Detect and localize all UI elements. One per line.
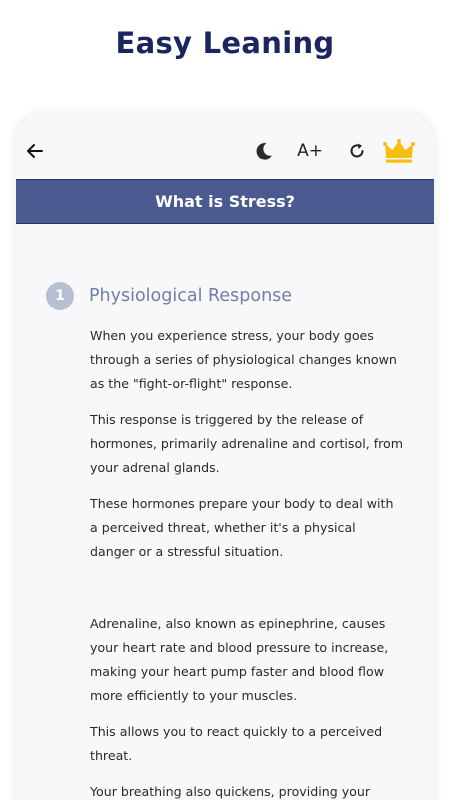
dark-mode-button[interactable]	[250, 135, 278, 167]
paragraph: This response is triggered by the release of hormones, primarily adrenaline and cortisol, from your adrenal glands.	[90, 412, 404, 475]
premium-button[interactable]	[382, 135, 416, 167]
back-button[interactable]	[20, 135, 50, 167]
article-title-bar	[16, 179, 434, 224]
reload-button[interactable]	[344, 135, 370, 167]
section-header	[46, 281, 292, 311]
article-title: What is Stress?	[155, 192, 295, 211]
paragraph-spacer	[90, 576, 404, 612]
paragraph: This allows you to react quickly to a perceived threat.	[90, 724, 383, 763]
section-number-badge: 1	[46, 282, 74, 310]
paragraph: When you experience stress, your body goes through a series of physiological changes known as the "fight-or-flight" response.	[90, 328, 397, 391]
paragraph: Your breathing also quickens, providing your	[90, 784, 371, 799]
refresh-icon	[347, 141, 367, 161]
phone-frame	[16, 113, 434, 800]
article-content	[90, 324, 404, 800]
font-size-button[interactable]: A+	[297, 141, 323, 161]
crown-icon	[383, 138, 415, 164]
arrow-left-icon	[25, 141, 45, 161]
paragraph: These hormones prepare your body to deal with a perceived threat, whether it's a physical danger or a stressful situation.	[90, 496, 394, 559]
toolbar	[16, 113, 434, 179]
section-title: Physiological Response	[89, 286, 293, 306]
moon-icon	[253, 140, 275, 162]
paragraph: Adrenaline, also known as epinephrine, causes your heart rate and blood pressure to increase, making your heart pump faster and blood flow more efficiently to your muscles.	[90, 616, 389, 703]
promo-title: Easy Leaning	[115, 26, 335, 60]
